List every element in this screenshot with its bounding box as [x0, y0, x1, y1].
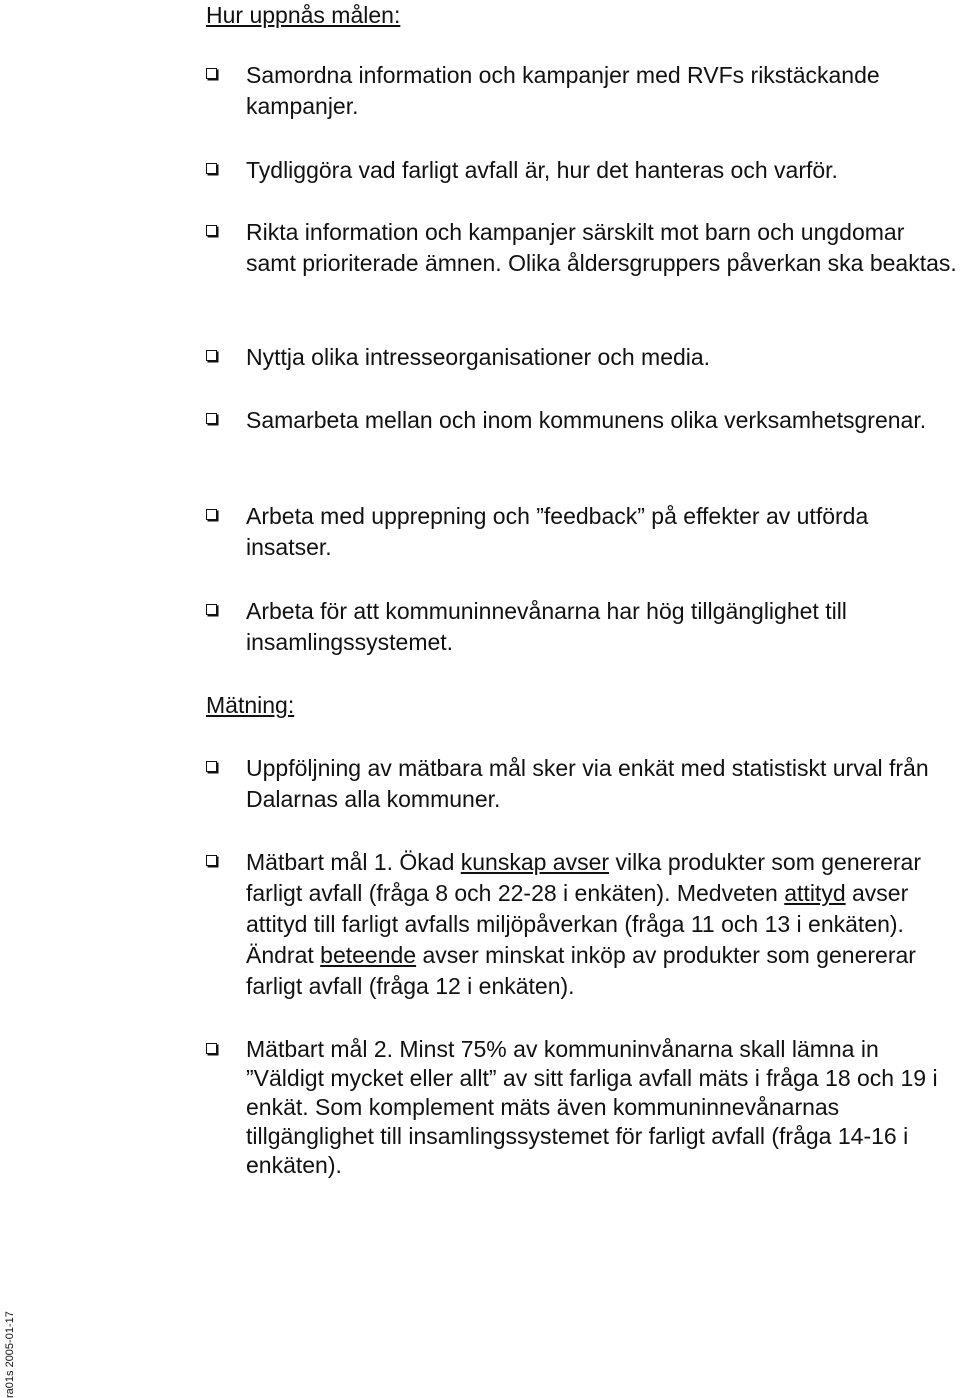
measurable-goal-2-text: Mätbart mål 2. Minst 75% av kommuninvånarna skall lämna in ”Väldigt mycket eller allt” av sitt farliga avfall mäts i fråga 18 och 19 i enkät. Som komplement mäts även kommuninnevånarnas tillgänglighet till insamlingssystemet för farligt avfall (fråga 14-16 i enkäten). — [246, 1036, 938, 1178]
list-item-text: Uppföljning av mätbara mål sker via enkät med statistiskt urval från Dalarnas alla kommuner. — [246, 755, 929, 812]
list-item — [246, 847, 958, 1002]
checkbox-bullet-icon — [206, 509, 217, 520]
section-heading-measurement: Mätning: — [206, 692, 295, 718]
underlined-term: beteende — [320, 942, 417, 968]
list-item-text: Arbeta med upprepning och ”feedback” på effekter av utförda insatser. — [246, 503, 869, 560]
list-item — [246, 342, 958, 373]
checkbox-bullet-icon — [206, 855, 217, 866]
list-item-text: Nyttja olika intresseorganisationer och media. — [246, 344, 711, 370]
list-item — [246, 1035, 958, 1180]
document-id-label: ra01s 2005-01-17 — [4, 1311, 16, 1398]
checkbox-bullet-icon — [206, 68, 217, 79]
checkbox-bullet-icon — [206, 163, 217, 174]
checkbox-bullet-icon — [206, 350, 217, 361]
list-item — [246, 60, 958, 122]
list-item — [246, 405, 958, 436]
checkbox-bullet-icon — [206, 1043, 217, 1054]
list-item — [246, 596, 958, 658]
measurable-goal-1-text: Mätbart mål 1. Ökad kunskap avser vilka produkter som genererar farligt avfall (fråga 8 och 22-28 i enkäten). Medveten attityd avser attityd till farligt avfalls miljöpåverkan (fråga 11 och 13 i enkäten). Ändrat beteende avser minskat inköp av produkter som genererar farligt avfall (fråga 12 i enkäten). — [246, 849, 921, 999]
list-item-text: Tydliggöra vad farligt avfall är, hur det hanteras och varför. — [246, 157, 838, 183]
list-item — [246, 501, 958, 563]
checkbox-bullet-icon — [206, 413, 217, 424]
checkbox-bullet-icon — [206, 225, 217, 236]
checkbox-bullet-icon — [206, 604, 217, 615]
list-item-text: Samarbeta mellan och inom kommunens olika verksamhetsgrenar. — [246, 407, 927, 433]
underlined-term: kunskap avser — [460, 849, 610, 875]
list-item — [246, 155, 958, 186]
list-item-text: Samordna information och kampanjer med RVFs rikstäckande kampanjer. — [246, 62, 880, 119]
list-item — [246, 753, 958, 815]
list-item — [246, 217, 958, 279]
list-item-text: Arbeta för att kommuninnevånarna har hög tillgänglighet till insamlingssystemet. — [246, 598, 847, 655]
list-item-text: Rikta information och kampanjer särskilt mot barn och ungdomar samt prioriterade ämnen. Olika åldersgruppers påverkan ska beaktas. — [246, 219, 957, 276]
section-heading-goals: Hur uppnås målen: — [206, 2, 401, 28]
checkbox-bullet-icon — [206, 761, 217, 772]
underlined-term: attityd — [784, 880, 846, 906]
